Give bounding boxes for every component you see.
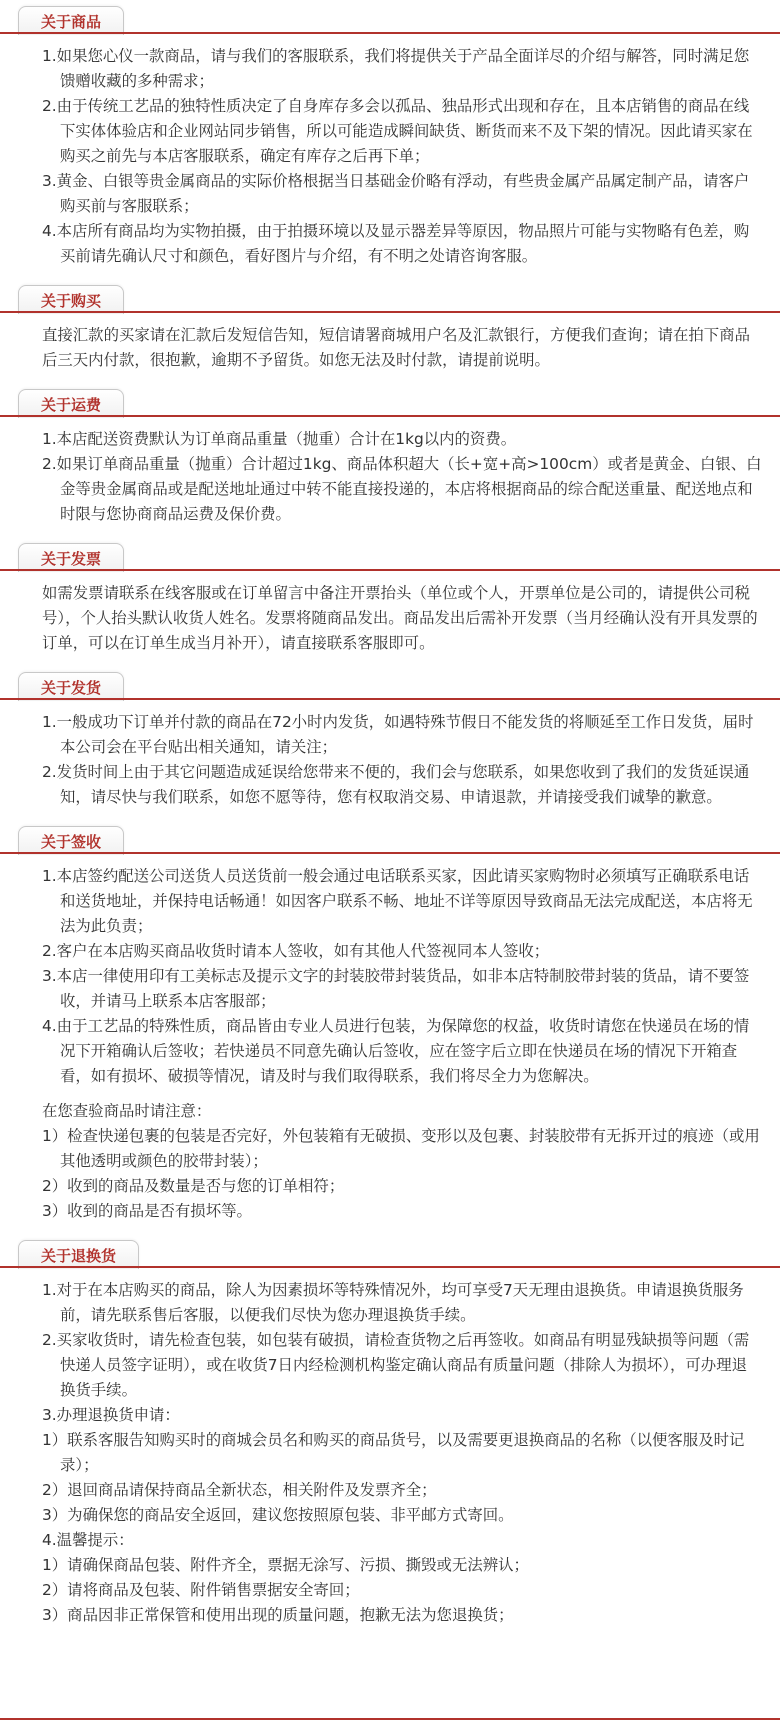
section-content	[0, 571, 780, 666]
list-item: 3）收到的商品是否有损坏等。	[42, 1202, 252, 1220]
list-item: 1）请确保商品包装、附件齐全，票据无涂写、污损、撕毁或无法辨认；	[42, 1556, 529, 1574]
policy-section	[0, 820, 780, 1234]
section-header	[0, 820, 780, 854]
list-item: 1.对于在本店购买的商品，除人为因素损坏等特殊情况外，均可享受7天无理由退换货。申请退换货服务前，请先联系售后客服，以便我们尽快为您办理退换货手续。	[42, 1281, 744, 1324]
section-divider	[0, 698, 780, 700]
list-item: 2.客户在本店购买商品收货时请本人签收，如有其他人代签视同本人签收；	[42, 942, 550, 960]
list-item: 3.黄金、白银等贵金属商品的实际价格根据当日基础金价略有浮动，有些贵金属产品属定制产品，请客户购买前与客服联系；	[42, 172, 750, 215]
list-item: 3.本店一律使用印有工美标志及提示文字的封装胶带封装货品，如非本店特制胶带封装的货品，请不要签收，并请马上联系本店客服部；	[42, 967, 750, 1010]
list-item: 2）请将商品及包装、附件销售票据安全寄回；	[42, 1581, 360, 1599]
section-content	[0, 700, 780, 820]
section-tab: 关于发货	[18, 672, 124, 701]
list-item: 2）收到的商品及数量是否与您的订单相符；	[42, 1177, 345, 1195]
policy-section	[0, 279, 780, 383]
list-item: 3）商品因非正常保管和使用出现的质量问题，抱歉无法为您退换货；	[42, 1606, 514, 1624]
list-item: 2.如果订单商品重量（抛重）合计超过1kg、商品体积超大（长+宽+高>100cm）或者是黄金、白银、白金等贵金属商品或是配送地址通过中转不能直接投递的，本店将根据商品的综合配送重量、配送地点和时限与您协商商品运费及保价费。	[42, 455, 762, 523]
section-content	[0, 313, 780, 383]
section-tab: 关于退换货	[18, 1240, 139, 1269]
policy-section	[0, 537, 780, 666]
section-header	[0, 666, 780, 700]
section-divider	[0, 311, 780, 313]
list-item: 4.温馨提示：	[42, 1531, 134, 1549]
spacer	[42, 1089, 762, 1099]
section-content	[0, 34, 780, 279]
section-tab: 关于商品	[18, 6, 124, 35]
list-item: 3）为确保您的商品安全返回，建议您按照原包装、非平邮方式寄回。	[42, 1506, 514, 1524]
policy-section	[0, 383, 780, 537]
section-content	[0, 1268, 780, 1638]
list-item: 2.由于传统工艺品的独特性质决定了自身库存多会以孤品、独品形式出现和存在，且本店销售的商品在线下实体体验店和企业网站同步销售，所以可能造成瞬间缺货、断货而来不及下架的情况。因此请买家在购买之前先与本店客服联系，确定有库存之后再下单；	[42, 97, 753, 165]
section-header	[0, 1234, 780, 1268]
list-item: 2.发货时间上由于其它问题造成延误给您带来不便的，我们会与您联系，如果您收到了我们的发货延误通知，请尽快与我们联系，如您不愿等待，您有权取消交易、申请退款，并请接受我们诚挚的歉意。	[42, 763, 750, 806]
section-tab: 关于运费	[18, 389, 124, 418]
section-content	[0, 854, 780, 1234]
list-item: 4.由于工艺品的特殊性质，商品皆由专业人员进行包装，为保障您的权益，收货时请您在快递员在场的情况下开箱确认后签收；若快递员不同意先确认后签收，应在签字后立即在快递员在场的情况下开箱查看，如有损坏、破损等情况，请及时与我们取得联系，我们将尽全力为您解决。	[42, 1017, 750, 1085]
section-header	[0, 537, 780, 571]
section-tab: 关于购买	[18, 285, 124, 314]
list-item: 1）检查快递包裹的包装是否完好，外包装箱有无破损、变形以及包裹、封装胶带有无拆开过的痕迹（或用其他透明或颜色的胶带封装）；	[42, 1127, 760, 1170]
section-divider	[0, 32, 780, 34]
paragraph: 直接汇款的买家请在汇款后发短信告知，短信请署商城用户名及汇款银行，方便我们查询；请在拍下商品后三天内付款，很抱歉，逾期不予留货。如您无法及时付款，请提前说明。	[42, 326, 750, 369]
policy-section	[0, 666, 780, 820]
list-item: 3.办理退换货申请：	[42, 1406, 180, 1424]
section-content	[0, 417, 780, 537]
list-item: 4.本店所有商品均为实物拍摄，由于拍摄环境以及显示器差异等原因，物品照片可能与实物略有色差，购买前请先确认尺寸和颜色，看好图片与介绍，有不明之处请咨询客服。	[42, 222, 750, 265]
paragraph: 如需发票请联系在线客服或在订单留言中备注开票抬头（单位或个人，开票单位是公司的，请提供公司税号），个人抬头默认收货人姓名。发票将随商品发出。商品发出后需补开发票（当月经确认没有开具发票的订单，可以在订单生成当月补开），请直接联系客服即可。	[42, 584, 758, 652]
section-header	[0, 383, 780, 417]
list-item: 1.本店签约配送公司送货人员送货前一般会通过电话联系买家，因此请买家购物时必须填写正确联系电话和送货地址，并保持电话畅通！如因客户联系不畅、地址不详等原因导致商品无法完成配送，本店将无法为此负责；	[42, 867, 753, 935]
section-divider	[0, 415, 780, 417]
list-item: 1.本店配送资费默认为订单商品重量（抛重）合计在1kg以内的资费。	[42, 430, 517, 448]
section-divider	[0, 569, 780, 571]
policy-section	[0, 0, 780, 279]
policy-section	[0, 1234, 780, 1638]
bottom-divider	[0, 1718, 780, 1720]
paragraph: 在您查验商品时请注意：	[42, 1102, 212, 1120]
section-header	[0, 279, 780, 313]
list-item: 1.如果您心仪一款商品，请与我们的客服联系，我们将提供关于产品全面详尽的介绍与解答，同时满足您馈赠收藏的多种需求；	[42, 47, 750, 90]
section-divider	[0, 1266, 780, 1268]
list-item: 1）联系客服告知购买时的商城会员名和购买的商品货号，以及需要更退换商品的名称（以便客服及时记录）；	[42, 1431, 745, 1474]
section-tab: 关于签收	[18, 826, 124, 855]
list-item: 2.买家收货时，请先检查包装，如包装有破损，请检查货物之后再签收。如商品有明显残缺损等问题（需快递人员签字证明），或在收货7日内经检测机构鉴定确认商品有质量问题（排除人为损坏），可办理退换货手续。	[42, 1331, 750, 1399]
list-item: 1.一般成功下订单并付款的商品在72小时内发货，如遇特殊节假日不能发货的将顺延至工作日发货，届时本公司会在平台贴出相关通知，请关注；	[42, 713, 754, 756]
list-item: 2）退回商品请保持商品全新状态，相关附件及发票齐全；	[42, 1481, 437, 1499]
section-header	[0, 0, 780, 34]
section-tab: 关于发票	[18, 543, 124, 572]
section-divider	[0, 852, 780, 854]
